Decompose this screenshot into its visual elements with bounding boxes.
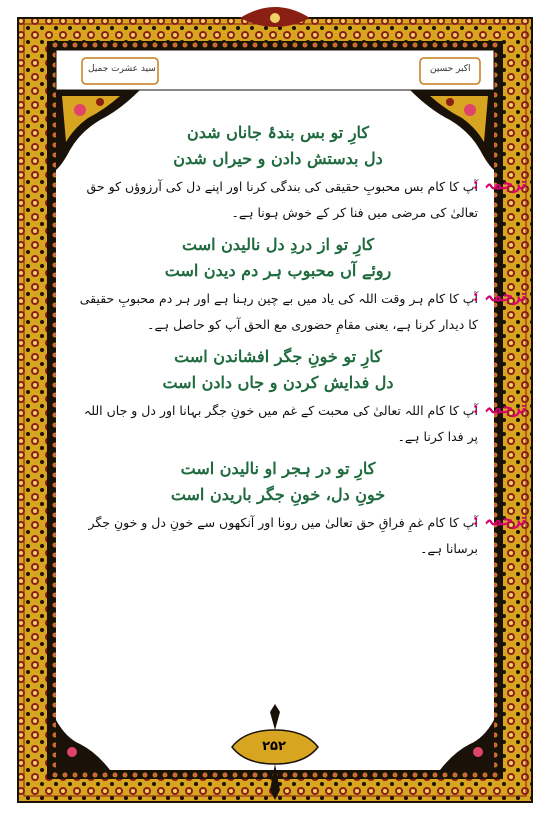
translation-text: آپ کا کام غمِ فراقِ حق تعالیٰ میں رونا اور آنکھوں سے خونِ دل و خونِ جگر برسانا ہے۔ [88,515,478,556]
verse-line: روئے آں محبوب ہر دم دیدن است [164,261,392,280]
verse-line: کارِ تو از دردِ دل نالیدن است [182,235,374,254]
verse-line: دل فدایش کردن و جاں دادن است [162,373,394,392]
translation-label: ترجمہ : [472,286,526,305]
section-1 [78,120,526,226]
verse-line: کارِ تو در ہجر او نالیدن است [180,459,376,478]
translation-label: ترجمہ : [472,510,526,529]
page-content [78,120,526,720]
translation-block [78,398,526,450]
translation-text: آپ کا کام بس محبوبِ حقیقی کی بندگی کرنا اور اپنے دل کی آرزوؤں کو حق تعالیٰ کی مرضی میں فنا کر کے خوش ہونا ہے۔ [86,179,478,220]
translation-block [78,174,526,226]
page-number: ۲۵۲ [262,739,286,754]
verse-line: خونِ دل، خونِ جگر باریدن است [170,485,386,504]
section-4 [78,456,526,562]
header-caption-right: اکبر حسین [430,64,471,74]
translation-label: ترجمہ : [472,174,526,193]
translation-block [78,286,526,338]
header-caption-left: سید عشرت جمیل [88,64,156,74]
verse-line: دل بدستش دادن و حیراں شدن [173,149,383,168]
section-3 [78,344,526,450]
section-2 [78,232,526,338]
translation-text: آپ کا کام اللہ تعالیٰ کی محبت کے غم میں خونِ جگر بہانا اور دل و جاں اللہ پر فدا کرنا ہے۔ [83,403,478,444]
verse-line: کارِ تو بس بندۂ جاناں شدن [186,123,370,142]
translation-block [78,510,526,562]
translation-label: ترجمہ : [472,398,526,417]
translation-text: آپ کا کام ہر وقت اللہ کی یاد میں بے چین رہنا ہے اور ہر دم محبوبِ حقیقی کا دیدار کرنا ہے، یعنی مقامِ حضوری مع الحق آپ کو حاصل ہے۔ [79,291,478,332]
verse-line: کارِ تو خونِ جگر افشاندن است [174,347,382,366]
